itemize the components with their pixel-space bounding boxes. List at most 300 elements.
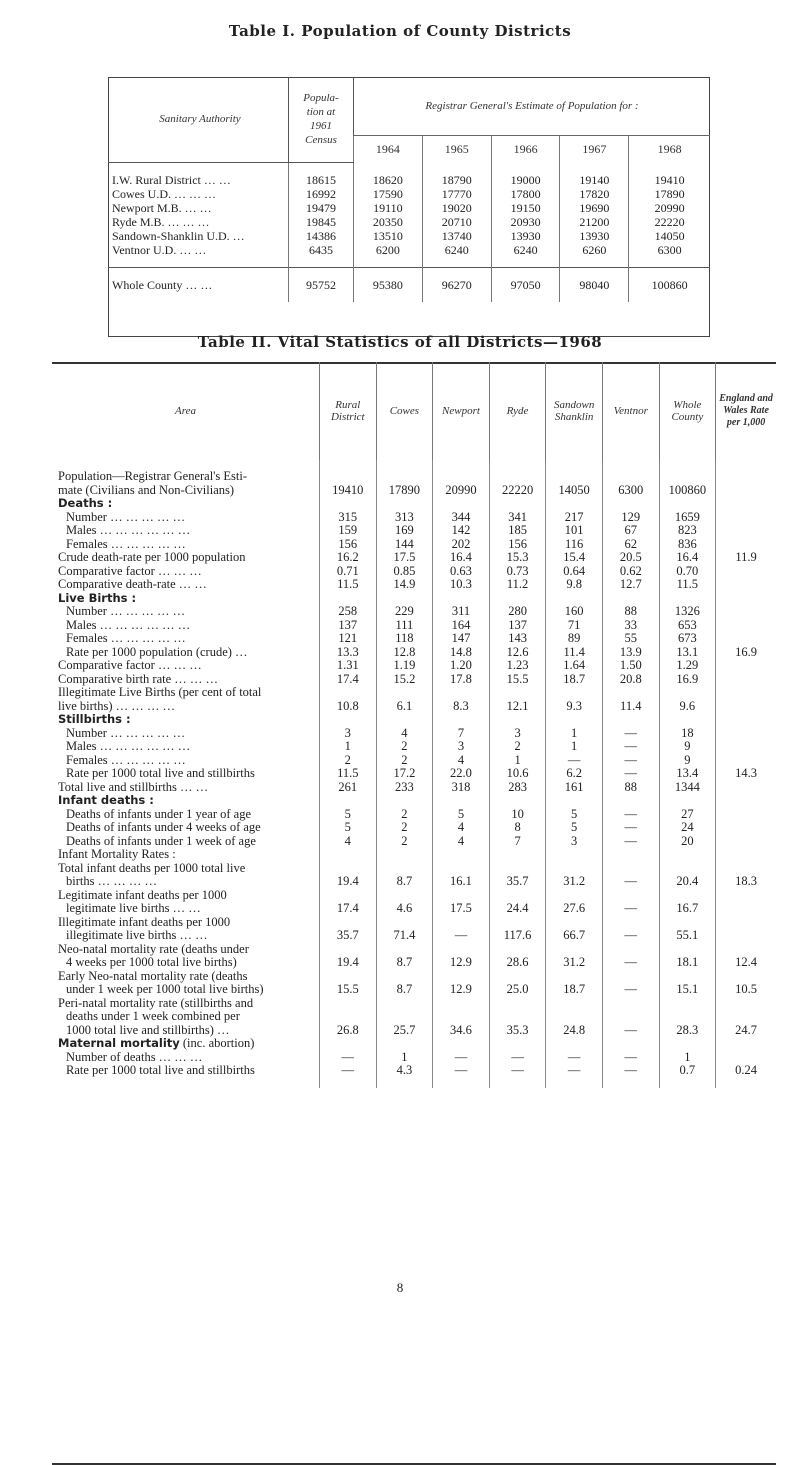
stat-value: 3	[546, 835, 603, 849]
row-label-text: Number … … … … …	[66, 725, 186, 740]
stat-value: 4	[433, 835, 490, 849]
stat-value: —	[489, 1064, 546, 1078]
stat-value: 24	[659, 821, 716, 835]
total-value: 98040	[560, 267, 629, 302]
census-header: Popula- tion at 1961 Census	[289, 77, 354, 162]
table-row	[52, 862, 776, 876]
table-row	[52, 538, 776, 552]
row-label-text: Comparative factor … … …	[58, 563, 202, 578]
row-label-text: Females … … … … …	[66, 536, 186, 551]
stat-value: 4	[433, 754, 490, 768]
stat-value: 2	[376, 740, 433, 754]
stat-value: 169	[376, 524, 433, 538]
table-row-continued	[52, 700, 776, 714]
stat-value: 315	[319, 511, 376, 525]
stat-value: 12.9	[433, 983, 490, 997]
stat-value: 0.63	[433, 565, 490, 579]
stat-value: 280	[489, 605, 546, 619]
population-value: 17590	[354, 187, 423, 201]
row-label	[52, 808, 319, 822]
population-value: 17770	[422, 187, 491, 201]
row-label-text: Total infant deaths per 1000 total live	[58, 860, 246, 875]
table-row	[52, 727, 776, 741]
stat-value	[716, 781, 776, 795]
stat-value: 311	[433, 605, 490, 619]
stat-value: 24.7	[716, 1024, 776, 1038]
stat-value: 15.2	[376, 673, 433, 687]
row-label-text: deaths under 1 week combined per	[66, 1009, 240, 1023]
population-value: 14050	[629, 229, 710, 243]
stat-value: 12.6	[489, 646, 546, 660]
stat-value: 1.50	[602, 659, 659, 673]
stat-value: 11.4	[546, 646, 603, 660]
population-value: 20710	[422, 215, 491, 229]
stat-value: 18.7	[546, 983, 603, 997]
table-row	[108, 229, 710, 243]
stat-value: 261	[319, 781, 376, 795]
total-value: 95380	[354, 267, 423, 302]
stat-value	[716, 821, 776, 835]
stat-value: 11.9	[716, 551, 776, 565]
population-value: 20350	[354, 215, 423, 229]
row-label-text: Females … … … … …	[66, 752, 186, 767]
stat-value: 7	[489, 835, 546, 849]
stat-value: 17.5	[376, 551, 433, 565]
stat-value: 1326	[659, 605, 716, 619]
row-label	[52, 956, 319, 970]
column-header: Ryde	[489, 362, 546, 460]
stat-value: 28.6	[489, 956, 546, 970]
stat-value: 16.9	[716, 646, 776, 660]
stat-value: 117.6	[489, 929, 546, 943]
stat-value: 17.4	[319, 673, 376, 687]
stat-value: 17.8	[433, 673, 490, 687]
population-table	[108, 77, 710, 302]
stat-value: 17.2	[376, 767, 433, 781]
stat-value	[716, 754, 776, 768]
stat-value: 88	[602, 781, 659, 795]
stat-value: 55	[602, 632, 659, 646]
stat-value: 11.5	[319, 578, 376, 592]
stat-value: 24.4	[489, 902, 546, 916]
stat-value: 313	[376, 511, 433, 525]
row-label	[52, 848, 319, 862]
row-label	[52, 862, 319, 876]
stat-value: 12.7	[602, 578, 659, 592]
stat-value: 8	[489, 821, 546, 835]
table-row	[52, 821, 776, 835]
table-row-continued	[52, 902, 776, 916]
stat-value: 6.2	[546, 767, 603, 781]
row-label-text: 1000 total live and stillbirths) …	[66, 1022, 230, 1037]
table-row	[52, 781, 776, 795]
stat-value	[716, 605, 776, 619]
stat-value	[716, 511, 776, 525]
row-label	[52, 673, 319, 687]
stat-value: 10.3	[433, 578, 490, 592]
row-label-text: Illegitimate infant deaths per 1000	[58, 914, 231, 929]
row-label	[52, 484, 319, 498]
stat-value: 18	[659, 727, 716, 741]
stat-value	[716, 727, 776, 741]
row-label	[52, 497, 319, 511]
authority-name: I.W. Rural District … …	[112, 172, 231, 187]
stat-value: 16.4	[433, 551, 490, 565]
table-row	[52, 659, 776, 673]
stat-value	[716, 902, 776, 916]
total-label: Whole County … …	[108, 267, 289, 302]
row-label-text: Infant Mortality Rates :	[58, 847, 176, 861]
population-value: 19690	[560, 201, 629, 215]
table-row-continued	[52, 484, 776, 498]
stat-value: 31.2	[546, 956, 603, 970]
row-label-text: Legitimate infant deaths per 1000	[58, 887, 227, 902]
stat-value: 20.8	[602, 673, 659, 687]
row-label-text: Comparative death-rate … …	[58, 577, 207, 591]
stat-value: 137	[489, 619, 546, 633]
stat-value: 3	[433, 740, 490, 754]
stat-value: 14050	[546, 484, 603, 498]
row-label	[52, 511, 319, 525]
stat-value: 0.24	[716, 1064, 776, 1078]
stat-value: —	[433, 929, 490, 943]
row-label-text: Population—Registrar General's Esti-	[58, 469, 248, 483]
population-value: 17890	[629, 187, 710, 201]
table-row	[52, 578, 776, 592]
stat-value: 20	[659, 835, 716, 849]
stat-value: —	[602, 727, 659, 741]
stat-value: 9.6	[659, 700, 716, 714]
stat-value: —	[602, 875, 659, 889]
row-label	[52, 835, 319, 849]
stat-value: 13.9	[602, 646, 659, 660]
stat-value: 13.4	[659, 767, 716, 781]
table-row	[52, 470, 776, 484]
stat-value: 161	[546, 781, 603, 795]
row-label-text: Early Neo-natal mortality rate (deaths	[58, 968, 248, 983]
authority-name: Cowes U.D. … … …	[112, 186, 216, 201]
table-row	[52, 619, 776, 633]
stat-value: 118	[376, 632, 433, 646]
stat-value: 229	[376, 605, 433, 619]
table-row	[52, 835, 776, 849]
stat-value: 14.9	[376, 578, 433, 592]
stat-value: 35.7	[319, 929, 376, 943]
table-row	[52, 673, 776, 687]
stat-value: 16.4	[659, 551, 716, 565]
stat-value: 7	[433, 727, 490, 741]
year-header: 1964	[354, 136, 423, 163]
stat-value: 653	[659, 619, 716, 633]
stat-value: 185	[489, 524, 546, 538]
population-value: 6200	[354, 243, 423, 257]
stat-value: 11.2	[489, 578, 546, 592]
row-label	[52, 821, 319, 835]
row-label	[52, 983, 319, 997]
table-row	[52, 943, 776, 957]
stat-value	[716, 578, 776, 592]
row-label	[52, 1024, 319, 1038]
table-row	[108, 201, 710, 215]
table-row-continued	[52, 956, 776, 970]
authority-name: Sandown-Shanklin U.D. …	[112, 228, 245, 243]
stat-value: —	[602, 929, 659, 943]
stat-value	[716, 700, 776, 714]
stat-value: 1344	[659, 781, 716, 795]
row-label-text: Live Births :	[58, 590, 137, 605]
row-label	[52, 551, 319, 565]
table-row	[52, 511, 776, 525]
total-value: 97050	[491, 267, 560, 302]
total-value: 100860	[629, 267, 710, 302]
row-label	[52, 1010, 319, 1024]
population-value: 19845	[289, 215, 354, 229]
stat-value: 19410	[319, 484, 376, 498]
stat-value: 2	[376, 821, 433, 835]
row-label-text: Deaths of infants under 4 weeks of age	[66, 820, 261, 834]
stat-value: 1.64	[546, 659, 603, 673]
stat-value: 8.7	[376, 956, 433, 970]
stat-value	[716, 484, 776, 498]
stat-value: —	[319, 1064, 376, 1078]
stat-value	[716, 565, 776, 579]
table-row	[52, 970, 776, 984]
section-header-row	[52, 713, 776, 727]
stat-value: 10.8	[319, 700, 376, 714]
stat-value: —	[546, 1064, 603, 1078]
column-header: Cowes	[376, 362, 433, 460]
stat-value: 2	[319, 754, 376, 768]
population-value: 6300	[629, 243, 710, 257]
stat-value: 11.4	[602, 700, 659, 714]
row-label	[52, 943, 319, 957]
stat-value: —	[602, 1024, 659, 1038]
page-number: 8	[396, 1280, 404, 1295]
stat-value: 0.70	[659, 565, 716, 579]
stat-value: 66.7	[546, 929, 603, 943]
row-label-text: births … … … …	[66, 874, 157, 888]
column-header: Newport	[433, 362, 490, 460]
stat-value	[716, 1051, 776, 1065]
stat-value: 33	[602, 619, 659, 633]
row-label-text: Rate per 1000 population (crude) …	[66, 644, 248, 659]
stat-value	[716, 740, 776, 754]
stat-value	[716, 538, 776, 552]
stat-value: 10.6	[489, 767, 546, 781]
table-row	[52, 632, 776, 646]
stat-value	[716, 835, 776, 849]
stat-value: 89	[546, 632, 603, 646]
stat-value: 25.0	[489, 983, 546, 997]
stat-value: —	[546, 754, 603, 768]
stat-value: 10.5	[716, 983, 776, 997]
stat-value: 35.3	[489, 1024, 546, 1038]
population-value: 16992	[289, 187, 354, 201]
row-label-text: Deaths of infants under 1 week of age	[66, 833, 256, 848]
population-value: 19000	[491, 173, 560, 187]
row-label	[52, 646, 319, 660]
population-value: 6260	[560, 243, 629, 257]
stat-value: 283	[489, 781, 546, 795]
stat-value: 5	[319, 808, 376, 822]
row-label	[52, 686, 319, 700]
table-row	[52, 524, 776, 538]
stat-value: 4	[319, 835, 376, 849]
stat-value: 1	[546, 727, 603, 741]
stat-value: 4	[433, 821, 490, 835]
stat-value: 20.5	[602, 551, 659, 565]
table-row	[108, 173, 710, 187]
stat-value: 143	[489, 632, 546, 646]
table-row-continued	[52, 983, 776, 997]
row-label	[52, 997, 319, 1011]
population-value: 13930	[491, 229, 560, 243]
stat-value	[716, 673, 776, 687]
population-value: 20990	[629, 201, 710, 215]
stat-value: —	[602, 983, 659, 997]
row-label	[52, 740, 319, 754]
stat-value	[716, 808, 776, 822]
table-row	[108, 187, 710, 201]
stat-value: 2	[376, 754, 433, 768]
row-label	[52, 970, 319, 984]
stat-value: 62	[602, 538, 659, 552]
population-value: 19020	[422, 201, 491, 215]
row-label	[52, 605, 319, 619]
population-value: 19150	[491, 201, 560, 215]
population-value: 19140	[560, 173, 629, 187]
stat-value: 142	[433, 524, 490, 538]
stat-value: 28.3	[659, 1024, 716, 1038]
section-header-row	[52, 794, 776, 808]
table-row	[52, 997, 776, 1011]
stat-value: 9	[659, 740, 716, 754]
stat-value	[716, 632, 776, 646]
authority-header: Sanitary Authority	[108, 77, 289, 162]
row-label	[52, 713, 319, 727]
stat-value: —	[602, 808, 659, 822]
row-label-text: mate (Civilians and Non-Civilians)	[58, 482, 235, 497]
stat-value: —	[602, 821, 659, 835]
stat-value: 16.9	[659, 673, 716, 687]
row-label-text: Number … … … … …	[66, 604, 186, 618]
population-value: 18615	[289, 173, 354, 187]
stat-value: —	[602, 767, 659, 781]
table-row-continued	[52, 929, 776, 943]
row-label-text: Males … … … … … …	[66, 617, 191, 632]
row-label-text: Neo-natal mortality rate (deaths under	[58, 941, 249, 956]
stat-value: 5	[319, 821, 376, 835]
population-value: 19410	[629, 173, 710, 187]
row-label-text: 4 weeks per 1000 total live births)	[66, 955, 237, 969]
stat-value: 836	[659, 538, 716, 552]
row-label	[52, 700, 319, 714]
section-header-row	[52, 1037, 776, 1051]
authority-name: Ventnor U.D. … …	[112, 242, 207, 257]
stat-value: 17.5	[433, 902, 490, 916]
table-row	[52, 889, 776, 903]
stat-value: 9.8	[546, 578, 603, 592]
row-label-text: Males … … … … … …	[66, 523, 191, 537]
row-label	[52, 1064, 319, 1078]
table-row	[52, 646, 776, 660]
row-label	[52, 470, 319, 484]
stat-value: 19.4	[319, 956, 376, 970]
stat-value: 0.7	[659, 1064, 716, 1078]
row-label-text: Illegitimate Live Births (per cent of total	[58, 685, 262, 699]
stat-value	[716, 659, 776, 673]
stat-value: 13.3	[319, 646, 376, 660]
population-value: 22220	[629, 215, 710, 229]
row-label-text: Females … … … … …	[66, 631, 186, 645]
stat-value: 20.4	[659, 875, 716, 889]
stat-value: 55.1	[659, 929, 716, 943]
stat-value: 1	[489, 754, 546, 768]
table-row	[52, 767, 776, 781]
stat-value: —	[546, 1051, 603, 1065]
stat-value: 18.1	[659, 956, 716, 970]
column-header: Rural District	[319, 362, 376, 460]
stat-value: 16.2	[319, 551, 376, 565]
population-value: 13930	[560, 229, 629, 243]
stat-value: 159	[319, 524, 376, 538]
row-label	[52, 889, 319, 903]
stat-value: 0.73	[489, 565, 546, 579]
stat-value: 233	[376, 781, 433, 795]
stat-value: 5	[433, 808, 490, 822]
stat-value: 4.3	[376, 1064, 433, 1078]
year-header: 1966	[491, 136, 560, 163]
stat-value: 18.3	[716, 875, 776, 889]
row-label-text: legitimate live births … …	[66, 901, 201, 915]
row-label-text: Males … … … … … …	[66, 739, 191, 753]
stat-value: 14.3	[716, 767, 776, 781]
stat-value: 9	[659, 754, 716, 768]
stat-value: 14.8	[433, 646, 490, 660]
table-row	[52, 916, 776, 930]
stat-value: 1.29	[659, 659, 716, 673]
total-value: 95752	[289, 267, 354, 302]
stat-value: 11.5	[659, 578, 716, 592]
stat-value: 9.3	[546, 700, 603, 714]
row-label	[52, 538, 319, 552]
column-header: Ventnor	[602, 362, 659, 460]
row-label-text: live births) … … … …	[58, 698, 176, 713]
table-row	[52, 565, 776, 579]
stat-value: 2	[489, 740, 546, 754]
stat-value: 35.7	[489, 875, 546, 889]
stat-value: 67	[602, 524, 659, 538]
row-label	[52, 619, 319, 633]
stat-value: 1.31	[319, 659, 376, 673]
stat-value: 101	[546, 524, 603, 538]
table2-title: Table II. Vital Statistics of all Districts—1968	[197, 333, 603, 351]
row-label	[52, 592, 319, 606]
population-value: 14386	[289, 229, 354, 243]
stat-value: 88	[602, 605, 659, 619]
vital-statistics-table	[52, 362, 776, 1088]
stat-value: 15.5	[319, 983, 376, 997]
row-label	[52, 632, 319, 646]
table-row	[52, 686, 776, 700]
stat-value: 1	[546, 740, 603, 754]
table-row	[52, 848, 776, 862]
stat-value: 1.23	[489, 659, 546, 673]
row-label-text: Peri-natal mortality rate (stillbirths and	[58, 995, 254, 1010]
stat-value: 116	[546, 538, 603, 552]
estimate-header: Registrar General's Estimate of Population for :	[354, 77, 711, 136]
stat-value: 156	[489, 538, 546, 552]
